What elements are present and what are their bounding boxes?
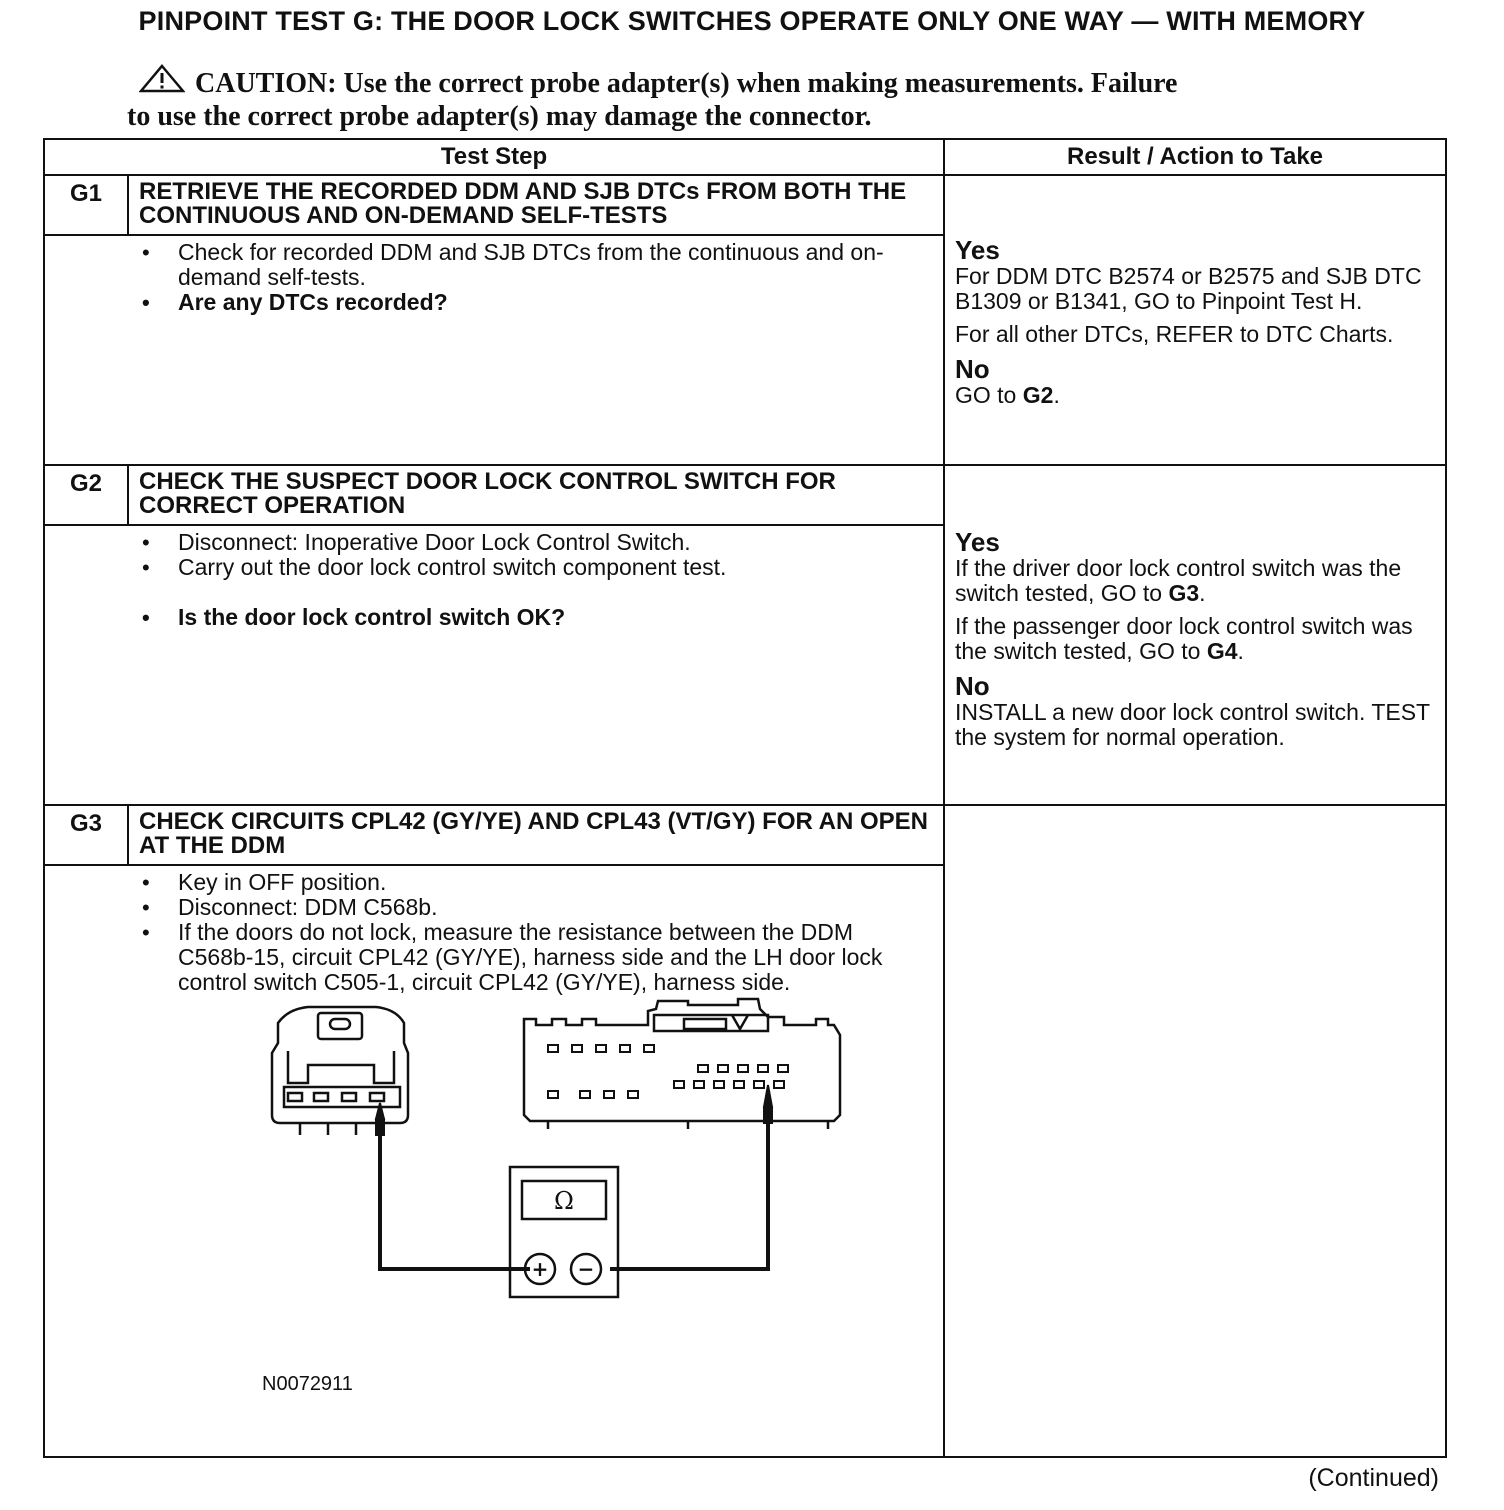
result-g2	[944, 465, 1446, 805]
ddm-connector	[524, 999, 840, 1129]
switch-connector	[272, 1007, 408, 1135]
step-bullets-g2	[128, 526, 943, 630]
list-item: • Is the door lock control switch OK?	[178, 605, 943, 630]
no-label: No	[955, 671, 990, 701]
step-title-g3: CHECK CIRCUITS CPL42 (GY/YE) AND CPL43 (VT/GY) FOR AN OPEN AT THE DDM	[128, 805, 944, 865]
list-item: • Check for recorded DDM and SJB DTCs from the continuous and on-demand self-tests.	[178, 240, 943, 290]
measurement-diagram	[128, 995, 1018, 1425]
step-reference: G3	[1168, 580, 1200, 606]
result-text: GO to G2.	[955, 382, 1060, 408]
test-leads	[380, 1123, 768, 1269]
page-title: PINPOINT TEST G: THE DOOR LOCK SWITCHES OPERATE ONLY ONE WAY — WITH MEMORY	[138, 6, 1366, 36]
plus-terminal-label: +	[531, 1257, 549, 1281]
header-test-step: Test Step	[44, 139, 944, 175]
result-g3	[944, 805, 1446, 1457]
warning-triangle-icon	[139, 64, 185, 101]
result-text: If the driver door lock control switch was the switch tested, GO to G3.	[955, 555, 1402, 606]
step-id-g1: G1	[44, 175, 128, 235]
step-bullets-g3	[128, 866, 943, 995]
list-item: • Key in OFF position.	[178, 870, 883, 895]
yes-label: Yes	[955, 235, 1000, 265]
figure-id: N0072911	[262, 1373, 353, 1395]
connector-diagram	[128, 995, 1018, 1425]
list-item: • Are any DTCs recorded?	[178, 290, 943, 315]
list-item: • Carry out the door lock control switch component test.	[178, 555, 943, 580]
list-item: • Disconnect: DDM C568b.	[178, 895, 883, 920]
result-g1	[944, 175, 1446, 465]
caution-text-line2: to use the correct probe adapter(s) may damage the connector.	[127, 101, 872, 132]
test-probes	[376, 1085, 772, 1135]
step-title-g2: CHECK THE SUSPECT DOOR LOCK CONTROL SWITCH FOR CORRECT OPERATION	[128, 465, 944, 525]
result-text: For DDM DTC B2574 or B2575 and SJB DTC B1309 or B1341, GO to Pinpoint Test H.	[955, 263, 1422, 314]
header-result-action: Result / Action to Take	[944, 139, 1446, 175]
pinpoint-test-table	[43, 138, 1447, 1458]
list-item: • If the doors do not lock, measure the resistance between the DDM C568b-15, circuit CPL42 (GY/YE), harness side and the LH door lock control switch C505-1, circuit CPL42 (GY/YE), harness side.	[178, 920, 883, 995]
no-label: No	[955, 354, 990, 384]
result-text: INSTALL a new door lock control switch. TEST the system for normal operation.	[955, 699, 1430, 750]
continued-label: (Continued)	[1308, 1464, 1439, 1492]
ohm-symbol: Ω	[554, 1187, 574, 1215]
result-text: If the passenger door lock control switch was the switch tested, GO to G4.	[955, 613, 1413, 664]
result-text: For all other DTCs, REFER to DTC Charts.	[955, 321, 1394, 347]
step-bullets-g1	[128, 236, 943, 315]
step-reference: G2	[1022, 382, 1054, 408]
caution-text-line1: CAUTION: Use the correct probe adapter(s) when making measurements. Failure	[195, 68, 1178, 99]
step-title-g1: RETRIEVE THE RECORDED DDM AND SJB DTCs FROM BOTH THE CONTINUOUS AND ON-DEMAND SELF-TESTS	[128, 175, 944, 235]
step-id-g3: G3	[44, 805, 128, 865]
caution-note	[127, 64, 1357, 132]
minus-terminal-label: −	[577, 1257, 595, 1281]
list-item: • Disconnect: Inoperative Door Lock Control Switch.	[178, 530, 943, 555]
step-reference: G4	[1206, 638, 1238, 664]
step-id-g2: G2	[44, 465, 128, 525]
yes-label: Yes	[955, 527, 1000, 557]
